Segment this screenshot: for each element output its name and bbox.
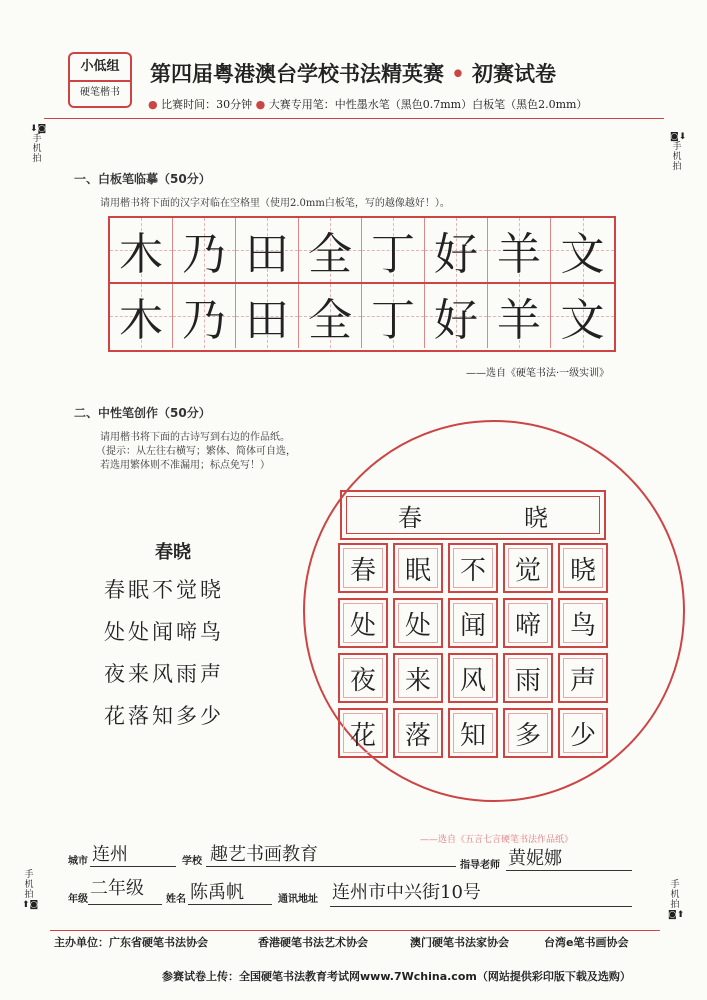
sheet-char: 多 [514,720,541,751]
sheet-cell [558,653,608,703]
work-sheet-grid [338,543,608,758]
grid-char: 丁 [371,295,415,346]
sheet-char: 眠 [404,555,431,586]
side-note-right-bottom [668,880,685,920]
grid-char: 全 [308,295,352,346]
side-note-right-text: 手机拍 [672,142,682,172]
bullet-icon: ● [255,98,269,111]
grid-cell [362,284,425,348]
sheet-cell [338,543,388,593]
bullet-icon: ● [148,98,162,111]
sheet-cell [558,708,608,758]
model-row [110,218,614,282]
exam-stage: 初赛试卷 [472,61,557,86]
side-note-left-text: 手机拍 [32,134,42,164]
badge-style-label: 硬笔楷书 [80,87,120,98]
sheet-char: 知 [459,720,486,751]
title-dot: • [444,61,473,86]
section2-title: 二、中性笔创作（50分） [74,406,211,420]
sheet-cell [448,543,498,593]
name-value[interactable]: 陈禹帆 [190,882,244,903]
grid-cell [173,284,236,348]
grid-char: 文 [560,295,605,346]
side-note-right-bottom-text: 手机拍 [670,880,680,910]
section1-source: ——选自《硬笔书法·一级实训》 [466,368,610,379]
address-value[interactable]: 连州市中兴街10号 [332,882,481,903]
header-divider [44,118,664,119]
grid-cell [425,218,488,282]
organizer-divider [50,930,660,931]
sheet-cell [503,598,553,648]
grid-cell [110,218,173,282]
sheet-char: 觉 [514,555,541,586]
city-label: 城市 [68,856,88,867]
grid-char: 好 [434,229,478,280]
grid-cell [173,218,236,282]
organizer: 香港硬笔书法艺术协会 [258,936,368,949]
sheet-cell [503,543,553,593]
grade-label: 年级 [68,894,88,905]
grid-char: 田 [245,295,289,346]
grid-char: 田 [245,229,289,280]
sheet-char: 风 [459,665,486,696]
grid-cell [299,284,362,348]
school-label: 学校 [182,856,202,867]
sheet-char: 来 [404,665,431,696]
poem-title: 春晓 [155,542,191,563]
sheet-cell [448,708,498,758]
upload-note: 参赛试卷上传：全国硬笔书法教育考试网www.7Wchina.com（网站提供彩印版下载及选购） [162,970,631,983]
copy-grid [108,216,616,352]
grid-char: 乃 [182,229,226,280]
sheet-cell [448,598,498,648]
teacher-underline [506,870,632,871]
page-title [150,58,556,88]
sheet-char: 不 [459,555,486,586]
grid-char: 好 [434,295,478,346]
sheet-char: 夜 [349,665,376,696]
camera-icon: ⬇◙ [30,124,47,134]
address-underline [330,906,632,907]
section2-tip-2: 若选用繁体则不准漏用；标点免写！） [100,460,270,471]
grid-cell [425,284,488,348]
side-note-left-bottom-text: 手机拍 [24,870,34,900]
poem-line: 花落知多少 [104,704,224,728]
sheet-char: 啼 [514,610,541,641]
grade-value[interactable]: 二年级 [90,878,144,899]
section2-source: ——选自《五言七言硬笔书法作品纸》 [420,835,574,845]
grade-underline [88,904,162,905]
name-underline [188,904,272,905]
sheet-char: 少 [569,720,596,751]
exam-time: 比赛时间：30分钟 [161,98,253,111]
grid-cell [551,218,614,282]
poem-line: 夜来风雨声 [104,662,224,686]
sheet-char: 落 [404,720,431,751]
sheet-cell [503,653,553,703]
sheet-cell [338,598,388,648]
sheet-char: 雨 [514,665,541,696]
sheet-cell [393,708,443,758]
city-value[interactable]: 连州 [92,844,128,865]
school-underline [206,866,456,867]
address-label: 通讯地址 [278,894,318,905]
sheet-char: 晓 [569,555,596,586]
grid-cell [299,218,362,282]
sheet-cell [503,708,553,758]
sheet-cell [393,653,443,703]
camera-icon: ◙⬇ [670,132,687,142]
organizer: 澳门硬笔书法家协会 [410,936,509,949]
sheet-char: 春 [349,555,376,586]
sheet-cell [558,598,608,648]
grid-char: 羊 [497,295,541,346]
grid-char: 木 [119,229,163,280]
sheet-char: 花 [349,720,376,751]
camera-icon: ⬆◙ [22,900,39,910]
organizer: 主办单位：广东省硬笔书法协会 [54,936,208,949]
competition-title: 第四届粤港澳台学校书法精英赛 [150,61,444,86]
sheet-char: 闻 [459,610,486,641]
sheet-char: 处 [349,610,376,641]
teacher-value[interactable]: 黄妮娜 [508,848,562,869]
poem-line: 处处闻啼鸟 [104,620,224,644]
poem-line: 春眠不觉晓 [104,578,224,602]
sheet-cell [393,598,443,648]
side-note-right [670,132,687,172]
side-note-left-bottom [22,870,39,910]
sheet-cell [448,653,498,703]
copy-row [110,284,614,348]
sheet-title-char: 晓 [524,503,548,532]
city-underline [90,866,176,867]
name-label: 姓名 [166,894,186,905]
organizer: 台湾e笔书画协会 [544,936,629,949]
grid-cell [488,218,551,282]
grid-char: 丁 [371,229,415,280]
sheet-title-box [340,490,606,540]
grid-cell [236,218,299,282]
camera-icon: ◙⬆ [668,910,685,920]
badge-group-label: 小低组 [70,54,130,82]
sheet-char: 声 [569,665,596,696]
section1-title: 一、白板笔临摹（50分） [74,172,211,186]
grid-char: 羊 [497,229,541,280]
side-note-left [30,124,47,164]
grid-char: 全 [308,229,352,280]
grid-char: 木 [119,295,163,346]
section2-tip-1: （提示：从左往右横写；繁体、简体可自选， [96,446,296,457]
sheet-title-inner [346,496,600,534]
grid-cell [110,284,173,348]
exam-pen: 大赛专用笔：中性墨水笔（黑色0.7mm）白板笔（黑色2.0mm） [268,98,588,111]
group-badge [68,52,132,108]
sheet-title-char: 春 [398,503,422,532]
sheet-cell [558,543,608,593]
school-value[interactable]: 趣艺书画教育 [210,844,318,865]
section1-instruction: 请用楷书将下面的汉字对临在空格里（使用2.0mm白板笔，写的越像越好！）。 [100,198,450,209]
grid-cell [488,284,551,348]
sheet-char: 鸟 [569,610,596,641]
section2-instruction: 请用楷书将下面的古诗写到右边的作品纸。 [100,432,290,443]
exam-info [148,96,587,112]
grid-char: 乃 [182,295,226,346]
sheet-cell [393,543,443,593]
grid-cell [236,284,299,348]
teacher-label: 指导老师 [460,860,500,871]
sheet-cell [338,708,388,758]
grid-cell [362,218,425,282]
grid-char: 文 [560,229,605,280]
sheet-char: 处 [404,610,431,641]
grid-cell [551,284,614,348]
sheet-cell [338,653,388,703]
